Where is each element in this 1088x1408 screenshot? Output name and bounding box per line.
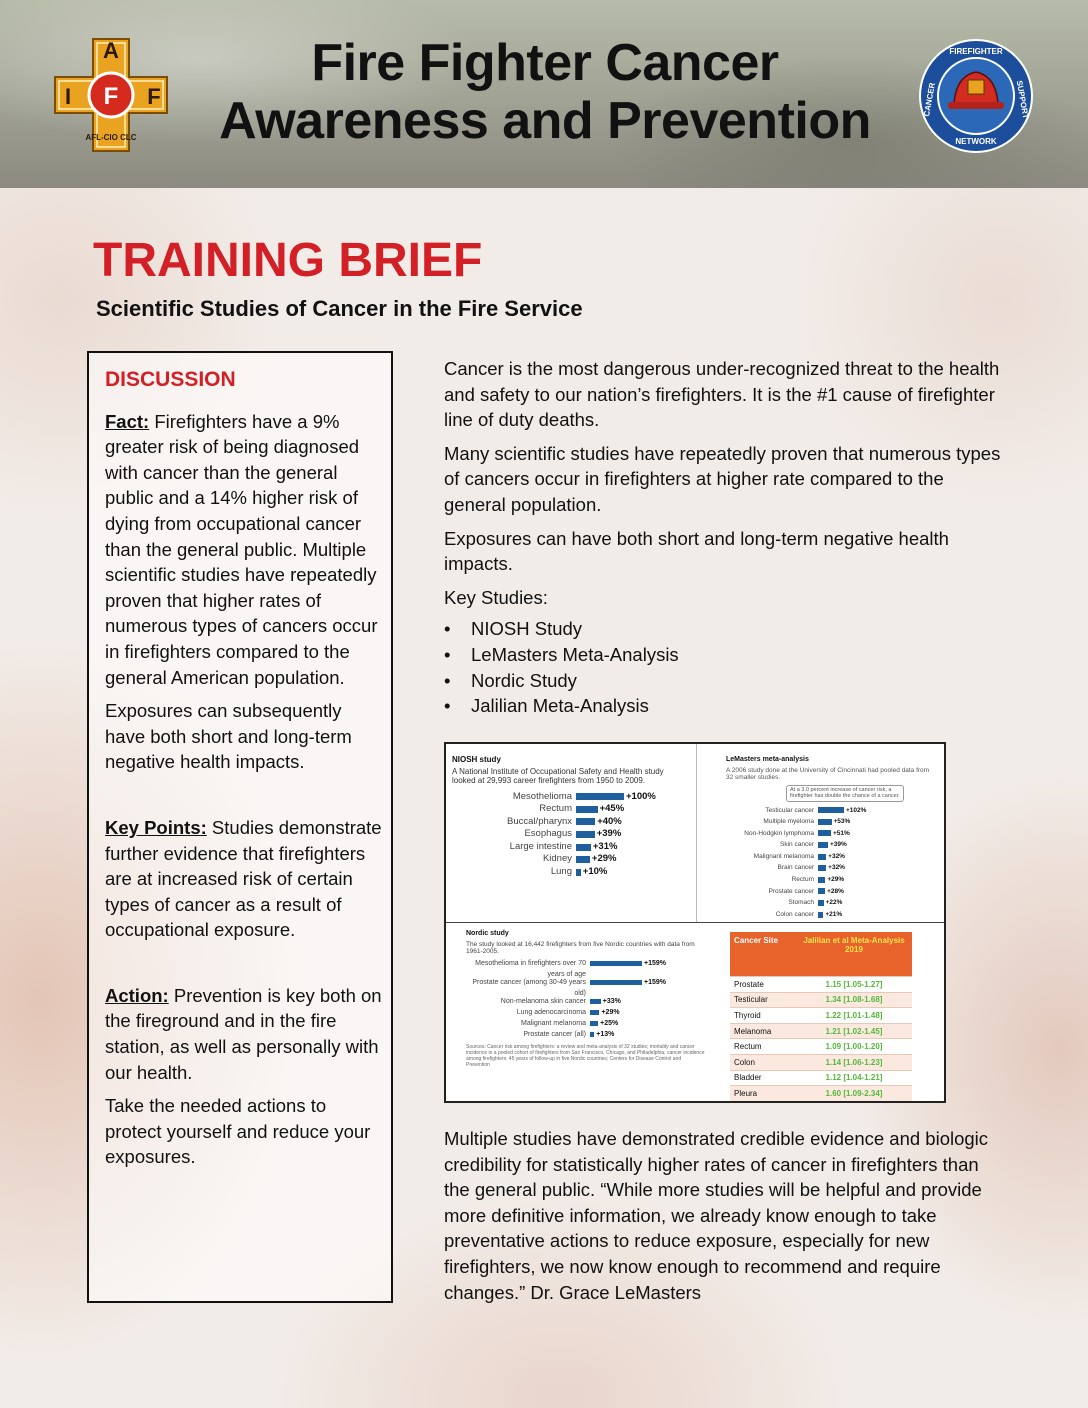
bar-row: [726, 886, 936, 898]
bar-row: [452, 841, 687, 854]
bar-value-label: +29%: [591, 853, 617, 865]
fcsn-logo-left: CANCER: [922, 81, 937, 118]
table-cell-site: Thyroid: [730, 1008, 796, 1024]
bar: [576, 844, 591, 851]
bar-row: [466, 958, 706, 977]
fcsn-logo-top: FIREFIGHTER: [949, 47, 1003, 56]
table-row: [730, 992, 912, 1008]
bar: [818, 865, 826, 871]
iaff-logo: [52, 36, 170, 154]
bar: [590, 1021, 598, 1026]
bar-row: [726, 851, 936, 863]
bar: [818, 842, 828, 848]
table-cell-site: Pleura: [730, 1086, 796, 1102]
table-cell-value: 1.14 [1.06-1.23]: [796, 1054, 912, 1070]
iaff-logo-letter-f-center: F: [103, 83, 119, 110]
table-cell-site: Prostate: [730, 977, 796, 993]
key-points-paragraph: [105, 815, 385, 943]
bar: [818, 807, 844, 813]
bar-value-label: +32%: [828, 864, 845, 872]
bar-label: Buccal/pharynx: [507, 815, 572, 827]
jalilian-table: [730, 932, 912, 1102]
nordic-chart: [466, 958, 706, 1040]
exposures-paragraph: Exposures can subsequently have both short and long-term negative health impacts.: [105, 700, 352, 773]
list-item: • LeMasters Meta-Analysis: [444, 642, 1004, 668]
lemasters-panel: [726, 756, 936, 920]
exposures-main-paragraph: Exposures can have both short and long-term negative health impacts.: [444, 527, 949, 575]
table-cell-value: 1.09 [1.00-1.20]: [796, 1039, 912, 1055]
table-cell-site: Bladder: [730, 1070, 796, 1086]
key-points-label: Key Points:: [105, 816, 207, 838]
lemasters-description: A 2006 study done at the University of Cincinnati had pooled data from 32 smaller studies.: [726, 766, 930, 781]
bar-label: Mesothelioma in firefighters over 70 years of age: [475, 959, 586, 978]
bar-row: [726, 909, 936, 921]
bar: [818, 830, 831, 836]
bar-value-label: +100%: [626, 790, 656, 802]
bar-label: Brain cancer: [777, 864, 814, 872]
list-item: • Nordic Study: [444, 668, 1004, 694]
bar-row: [726, 805, 936, 817]
bar: [576, 856, 590, 863]
lemasters-callout: At a 3.0 percent increase of cancer risk, a firefighter has double the chance of a cancer.: [786, 785, 904, 802]
bar-row: [452, 853, 687, 866]
header-banner: [0, 0, 1088, 188]
figure-divider-horizontal: [446, 922, 944, 923]
brief-subtitle: Scientific Studies of Cancer in the Fire Service: [96, 296, 583, 321]
bar: [590, 1032, 594, 1037]
key-studies-list: [444, 616, 1004, 718]
bar-row: [466, 977, 706, 996]
bar-row: [726, 828, 936, 840]
bar-row: [452, 816, 687, 829]
key-studies-label: Key Studies:: [444, 586, 548, 608]
lemasters-title: LeMasters meta-analysis: [726, 756, 809, 763]
fcsn-logo-right: SUPPORT: [1014, 79, 1031, 120]
bar: [576, 869, 581, 876]
bar-label: Multiple myeloma: [763, 818, 814, 826]
table-cell-value: 1.22 [1.01-1.48]: [796, 1008, 912, 1024]
table-header-value: Jalilian et al Meta-Analysis 2019: [796, 932, 912, 977]
table-cell-site: Melanoma: [730, 1023, 796, 1039]
niosh-description: A National Institute of Occupational Safety and Health study looked at 29,993 career firefighters from 1950 to 2009.: [452, 766, 664, 785]
table-cell-value: 1.21 [1.02-1.45]: [796, 1023, 912, 1039]
discussion-heading: DISCUSSION: [105, 368, 236, 391]
table-cell-value: 1.34 [1.08-1.68]: [796, 992, 912, 1008]
bar-value-label: +31%: [592, 840, 618, 852]
studies-paragraph: Many scientific studies have repeatedly proven that numerous types of cancers occur in firefighters at higher rate compared to the general population.: [444, 442, 1001, 515]
niosh-title: NIOSH study: [452, 755, 501, 764]
bar: [590, 1010, 599, 1015]
action-text: Prevention is key both on the fireground and in the fire station, as well as personally with our health.: [105, 984, 382, 1083]
page-title: [200, 34, 890, 150]
fcsn-logo-bottom: NETWORK: [955, 137, 997, 146]
action-label: Action:: [105, 984, 169, 1006]
bar-label: Prostate cancer (among 30-49 years old): [472, 978, 586, 997]
bar-label: Mesothelioma: [512, 790, 572, 802]
table-cell-value: 1.12 [1.04-1.21]: [796, 1070, 912, 1086]
fact-paragraph: [105, 409, 385, 691]
iaff-logo-letter-a: A: [103, 38, 119, 63]
bar-value-label: +25%: [600, 1019, 619, 1027]
bar-label: Rectum: [791, 876, 814, 884]
key-points-text: Studies demonstrate further evidence that firefighters are at increased risk of certain types of cancer as a result of occupational exposure.: [105, 816, 382, 941]
nordic-title: Nordic study: [466, 930, 509, 937]
bar-value-label: +45%: [599, 803, 625, 815]
bar-value-label: +13%: [596, 1030, 615, 1038]
bar: [818, 877, 825, 883]
bar: [576, 793, 624, 800]
bar-value-label: +21%: [825, 910, 843, 918]
bar-value-label: +51%: [833, 829, 850, 837]
nordic-panel: [466, 930, 706, 1068]
bar-row: [452, 828, 687, 841]
bar-row: [452, 791, 687, 804]
bar-label: Testicular cancer: [765, 806, 814, 814]
bar: [818, 854, 826, 860]
table-row: [730, 1039, 912, 1055]
intro-paragraph: Cancer is the most dangerous under-recognized threat to the health and safety to our nation’s firefighters. It is the #1 cause of firefighter line of duty deaths.: [444, 358, 1000, 431]
brief-title: TRAINING BRIEF: [93, 234, 483, 287]
take-action-paragraph: Take the needed actions to protect yourself and reduce your exposures.: [105, 1095, 371, 1168]
table-cell-value: 1.60 [1.09-2.34]: [796, 1086, 912, 1102]
bar: [818, 888, 825, 894]
bar: [576, 806, 598, 813]
bar-value-label: +10%: [582, 866, 608, 878]
closing-paragraph: Multiple studies have demonstrated credible evidence and biologic credibility for statistically higher rates of cancer in firefighters than the general public. “While more studies will be helpful and provide more definitive information, we already know enough to take preventative actions to reduce exposure, especially for new firefighters, we now know enough to recommend and require changes.” Dr. Grace LeMasters: [444, 1128, 989, 1303]
bar-value-label: +33%: [602, 997, 621, 1005]
bar-row: [452, 803, 687, 816]
bar: [818, 900, 824, 906]
bar-value-label: +39%: [596, 828, 622, 840]
bar-label: Skin cancer: [780, 841, 814, 849]
table-cell-site: Testicular: [730, 992, 796, 1008]
bar: [590, 999, 601, 1004]
action-paragraph: [105, 983, 385, 1085]
bar-label: Prostate cancer (all): [523, 1030, 586, 1038]
lemasters-chart: [726, 805, 936, 921]
bar-value-label: +159%: [644, 959, 666, 967]
niosh-panel: [452, 756, 687, 879]
table-cell-value: 1.15 [1.05-1.27]: [796, 977, 912, 993]
jalilian-panel: [730, 932, 912, 1102]
studies-figure: [444, 742, 946, 1103]
bar-label: Stomach: [788, 899, 814, 907]
figure-divider-vertical: [696, 744, 697, 922]
fact-label: Fact:: [105, 410, 150, 432]
table-cell-site: Colon: [730, 1054, 796, 1070]
bar-row: [726, 839, 936, 851]
bar-label: Malignant melanoma: [753, 852, 814, 860]
bar-row: [726, 897, 936, 909]
bar-label: Large intestine: [509, 840, 572, 852]
bar-row: [466, 1018, 706, 1029]
bar-value-label: +40%: [597, 815, 622, 827]
bar-value-label: +39%: [829, 841, 847, 849]
table-cell-site: Rectum: [730, 1039, 796, 1055]
bar-row: [726, 816, 936, 828]
list-item: • Jalilian Meta-Analysis: [444, 693, 1004, 719]
bar-row: [452, 866, 687, 879]
bar-label: Lung: [550, 866, 572, 878]
bar-label: Prostate cancer: [768, 887, 814, 895]
table-row: [730, 1070, 912, 1086]
table-row: [730, 1086, 912, 1102]
bar-value-label: +22%: [825, 899, 843, 907]
bar: [590, 961, 642, 966]
bar: [576, 831, 595, 838]
iaff-logo-subtext: AFL-CIO CLC: [85, 133, 137, 142]
bar-label: Kidney: [542, 853, 572, 865]
bar-row: [466, 996, 706, 1007]
bar: [818, 912, 823, 918]
discussion-sidebar: [87, 351, 393, 1303]
table-row: [730, 977, 912, 993]
bar-label: Malignant melanoma: [521, 1019, 586, 1027]
iaff-logo-letter-i: I: [64, 84, 72, 109]
nordic-sources: Sources: Cancer risk among firefighters: a review and meta-analysis of 32 studies; mortality and cancer incidence in a pooled cohort of firefighters from San Francisco, Chicago, and Philadelphia; cancer incidence among firefighters: 45 years of follow-up in five Nordic countries; Centers for Disease Control and Prevention: [466, 1043, 705, 1068]
main-column: [444, 356, 1004, 719]
bar-value-label: +53%: [833, 818, 851, 826]
bar-label: Rectum: [539, 803, 572, 815]
bar-value-label: +29%: [601, 1008, 620, 1016]
bar-label: Lung adenocarcinoma: [516, 1008, 586, 1016]
nordic-description: The study looked at 16,442 firefighters from five Nordic countries with data from 1961-2005.: [466, 940, 695, 955]
title-line-2: Awareness and Prevention: [219, 92, 871, 150]
table-row: [730, 1054, 912, 1070]
bar-row: [726, 862, 936, 874]
bar-row: [466, 1029, 706, 1040]
bar-value-label: +102%: [846, 806, 867, 814]
table-header-site: Cancer Site: [730, 932, 796, 977]
table-header-row: [730, 932, 912, 977]
bar-value-label: +28%: [827, 887, 844, 895]
bar-label: Colon cancer: [775, 910, 814, 918]
bar-row: [466, 1007, 706, 1018]
bar-row: [726, 874, 936, 886]
bar-label: Non-Hodgkin lymphoma: [744, 829, 814, 837]
bar-value-label: +159%: [644, 978, 666, 986]
fcsn-logo: [918, 38, 1034, 154]
fact-text: Firefighters have a 9% greater risk of being diagnosed with cancer than the general public and a 14% higher risk of dying from occupational cancer than the general public. Multiple scientific studies have repeatedly proven that higher rates of numerous types of cancers occur in firefighters compared to the general American population.: [105, 410, 378, 688]
niosh-chart: [452, 791, 687, 879]
bar: [818, 819, 832, 825]
title-line-1: Fire Fighter Cancer: [311, 34, 779, 92]
bar-label: Esophagus: [524, 828, 572, 840]
bar-label: Non-melanoma skin cancer: [500, 997, 586, 1005]
bar: [576, 818, 595, 825]
table-row: [730, 1008, 912, 1024]
bar-value-label: +29%: [827, 876, 845, 884]
bar-value-label: +32%: [828, 852, 845, 860]
list-item: • NIOSH Study: [444, 616, 1004, 642]
table-row: [730, 1023, 912, 1039]
bar: [590, 980, 642, 985]
iaff-logo-letter-f-right: F: [147, 84, 161, 109]
